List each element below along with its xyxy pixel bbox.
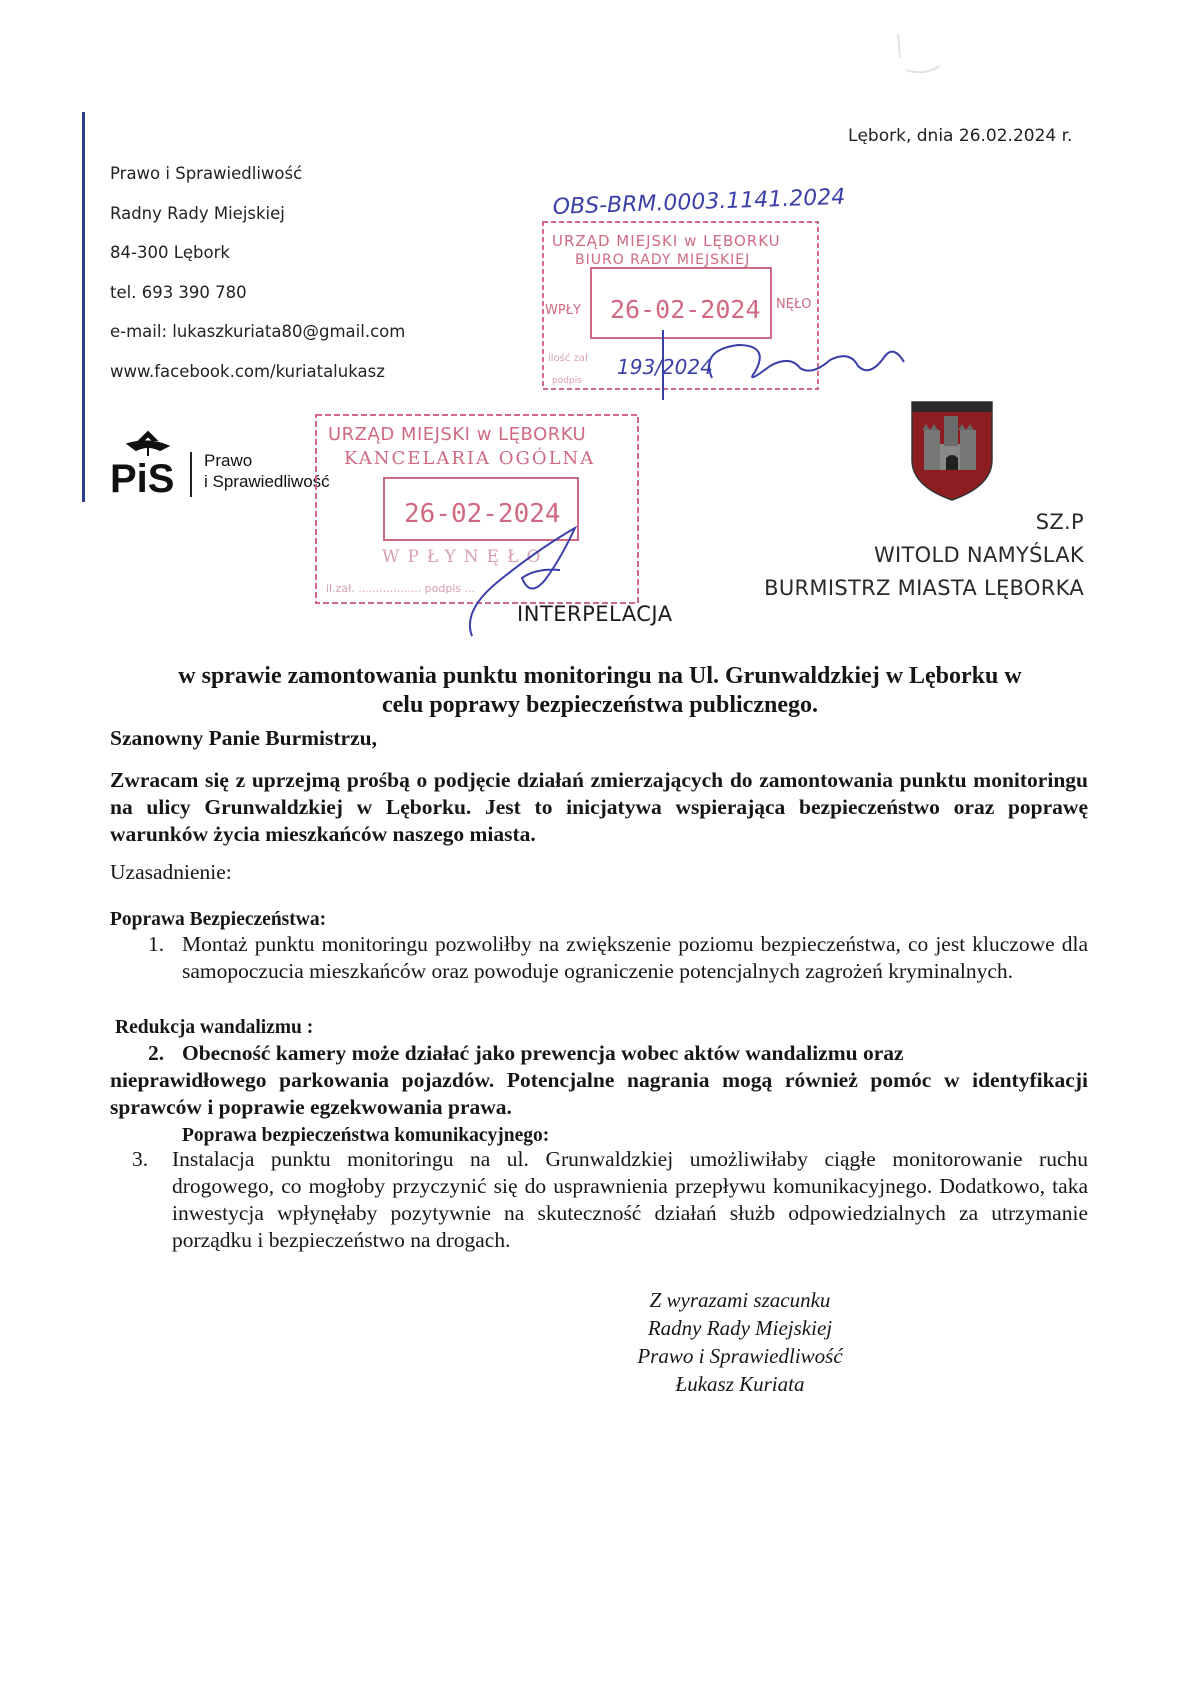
stamp1-small2: podpis <box>552 376 582 386</box>
stamp2-date: 26-02-2024 <box>404 499 561 529</box>
stamp1-date: 26-02-2024 <box>610 295 761 324</box>
closing-block <box>560 1286 920 1398</box>
greeting: Szanowny Panie Burmistrzu, <box>110 726 377 750</box>
sender-role: Radny Rady Miejskiej <box>110 203 285 223</box>
stamp2-small: il.zał. .................. podpis ... <box>326 582 476 595</box>
stamp1-handwritten-no: 193/2024 <box>617 355 713 379</box>
signature-scribble-1 <box>709 345 904 378</box>
sender-phone: tel. 693 390 780 <box>110 282 247 302</box>
section3-heading: Poprawa bezpieczeństwa komunikacyjnego: <box>182 1125 550 1146</box>
sender-party: Prawo i Sprawiedliwość <box>110 164 303 183</box>
date-line: Lębork, dnia 26.02.2024 r. <box>848 126 1073 146</box>
item2-first-line: Obecność kamery może działać jako prewencja wobec aktów wandalizmu oraz <box>182 1041 904 1065</box>
registry-number-handwritten: OBS-BRM.0003.1141.2024 <box>552 184 846 220</box>
section1-heading: Poprawa Bezpieczeństwa: <box>110 909 327 930</box>
addressee-name: WITOLD NAMYŚLAK <box>873 543 1084 567</box>
addressee-block <box>764 506 1084 605</box>
letter-title-line1: w sprawie zamontowania punktu monitoringu na Ul. Grunwaldzkiej w Lęborku w <box>178 663 1022 689</box>
stamp1-small1: ilość zał <box>548 353 588 364</box>
pis-name-line1: Prawo <box>204 451 253 470</box>
item1-text: Montaż punktu monitoringu pozwoliłby na zwiększenie poziomu bezpieczeństwa, co jest kluczowe dla samopoczucia mieszkańców oraz powoduje ograniczenie potencjalnych zagrożeń kryminalnych. <box>182 932 1088 983</box>
section2-heading: Redukcja wandalizmu : <box>115 1017 314 1038</box>
closing-role: Radny Rady Miejskiej <box>647 1316 833 1340</box>
stamp1-right-word: NĘŁO <box>776 297 812 312</box>
stamp1-line2: BIURO RADY MIEJSKIEJ <box>575 252 751 268</box>
item1-number: 1. <box>148 932 165 956</box>
stamp2-line2: KANCELARIA OGÓLNA <box>344 448 596 469</box>
addressee-salutation: SZ.P <box>1035 510 1084 534</box>
stamp1-left-word: WPŁY <box>545 303 581 318</box>
pis-name-line2: i Sprawiedliwość <box>204 472 330 491</box>
closing-party: Prawo i Sprawiedliwość <box>637 1344 843 1368</box>
sender-email: e-mail: lukaszkuriata80@gmail.com <box>110 322 406 341</box>
stamp-biuro-rady <box>543 222 818 389</box>
closing-name: Łukasz Kuriata <box>675 1372 805 1396</box>
stamp2-line1: URZĄD MIEJSKI w LĘBORKU <box>328 424 587 445</box>
justification-heading: Uzasadnienie: <box>110 860 232 884</box>
letter-title <box>110 662 1090 720</box>
city-coat-of-arms <box>910 400 994 502</box>
addressee-title: BURMISTRZ MIASTA LĘBORKA <box>764 576 1084 600</box>
intro-paragraph: Zwracam się z uprzejmą prośbą o podjęcie działań zmierzających do zamontowania punktu monitoringu na ulicy Grunwaldzkiej w Lęborku. Jest to inicjatywa wspierająca bezpieczeństwo oraz poprawę warunków życia mieszkańców naszego miasta. <box>110 768 1088 846</box>
stamp2-word: WPŁYNĘŁO <box>382 547 549 567</box>
item3-text: Instalacja punktu monitoringu na ul. Grunwaldzkiej umożliwiłaby ciągłe monitorowanie ruchu drogowego, co mogłoby przyczynić się do usprawnienia przepływu komunikacyjnego. Dodatkowo, taka inwestycja wpłynęłaby pozytywnie na skuteczność działań służb odpowiedzialnych za utrzymanie porządku i bezpieczeństwo na drogach. <box>172 1147 1088 1252</box>
sender-facebook: www.facebook.com/kuriatalukasz <box>110 361 385 381</box>
item3-number: 3. <box>132 1147 149 1171</box>
item2-number: 2. <box>148 1041 165 1065</box>
document-type: INTERPELACJA <box>517 602 673 626</box>
stamp-kancelaria <box>316 415 638 603</box>
letter-title-line2: celu poprawy bezpieczeństwa publicznego. <box>382 692 818 718</box>
closing-salutation: Z wyrazami szacunku <box>649 1288 831 1312</box>
stamp1-line1: URZĄD MIEJSKI w LĘBORKU <box>552 232 781 250</box>
item2-rest: nieprawidłowego parkowania pojazdów. Potencjalne nagrania mogą również pomóc w identyfikacji sprawców i poprawie egzekwowania prawa. <box>110 1068 1088 1119</box>
sender-address: 84-300 Lębork <box>110 243 230 262</box>
pis-mark: PiS <box>110 457 175 500</box>
